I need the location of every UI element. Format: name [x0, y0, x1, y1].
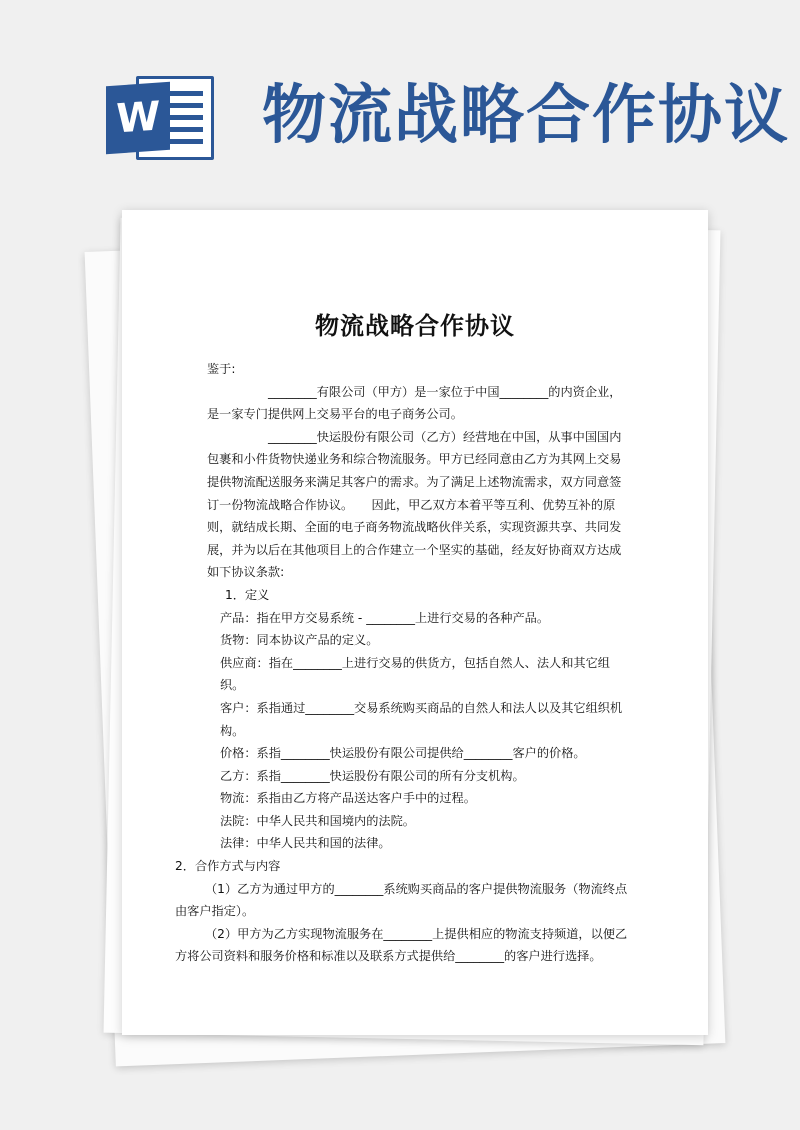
- document-body: [175, 358, 629, 968]
- definition-party-b: 乙方：系指________快运股份有限公司的所有分支机构。: [220, 768, 525, 783]
- definition-price: 价格：系指________快运股份有限公司提供给________客户的价格。: [220, 746, 586, 761]
- definition-logistics: 物流：系指由乙方将产品送达客户手中的过程。: [220, 791, 476, 806]
- section-heading-cooperation: 2．合作方式与内容: [175, 859, 281, 874]
- paragraph-preamble: 鉴于:: [207, 362, 236, 376]
- document-page: [122, 210, 708, 1035]
- definition-product: 产品：指在甲方交易系统 - ________上进行交易的各种产品。: [220, 610, 550, 625]
- paragraph-party-b: ________快运股份有限公司（乙方）经营地在中国，从事中国国内包裹和小件货物快递业务和综合物流服务。甲方已经同意由乙方为其网上交易提供物流配送服务来满足其客户的需求。为了满足上述物流需求，双方同意签订一份物流战略合作协议。 因此，甲乙双方本着平等互利、优势互补的原则，就结成长期、全面的电子商务物流战略伙伴关系，实现资源共享、共同发展，并为以后在其他项目上的合作建立一个坚实的基础，经友好协商双方达成如下协议条款:: [207, 429, 622, 580]
- definition-supplier: 供应商：指在________上进行交易的供货方，包括自然人、法人和其它组织。: [220, 655, 610, 693]
- section-heading-definitions: 1．定义: [225, 587, 270, 602]
- definition-customer: 客户：系指通过________交易系统购买商品的自然人和法人以及其它组织机构。: [220, 700, 623, 738]
- banner-title: 物流战略合作协议: [262, 79, 790, 153]
- paragraph-party-a: ________有限公司（甲方）是一家位于中国________的内资企业，是一家专门提供网上交易平台的电子商务公司。: [207, 384, 622, 422]
- definition-law: 法律：中华人民共和国的法律。: [220, 836, 391, 851]
- definition-goods: 货物：同本协议产品的定义。: [220, 633, 379, 648]
- definition-court: 法院：中华人民共和国境内的法院。: [220, 813, 415, 828]
- word-document-icon: [106, 76, 216, 160]
- clause-cooperation-1: （1）乙方为通过甲方的________系统购买商品的客户提供物流服务（物流终点由客户指定）。: [175, 881, 628, 919]
- clause-cooperation-2: （2）甲方为乙方实现物流服务在________上提供相应的物流支持频道，以便乙方将公司资料和服务价格和标准以及联系方式提供给________的客户进行选择。: [175, 926, 628, 964]
- word-icon-letter: W: [106, 82, 170, 154]
- document-title: 物流战略合作协议: [315, 312, 515, 340]
